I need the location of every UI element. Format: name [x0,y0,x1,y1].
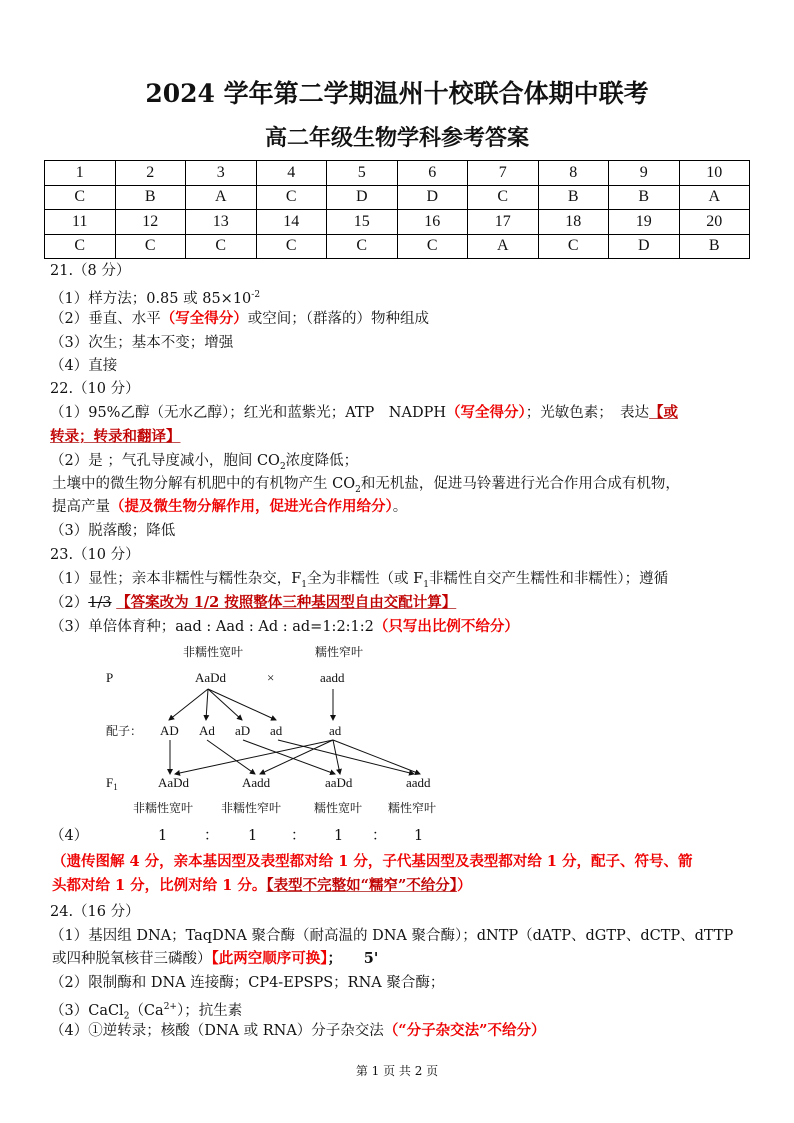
text: （1）95%乙醇（无水乙醇）；红光和蓝紫光；ATP NADPH [50,405,446,421]
gamete: AD [160,723,179,738]
question-number-cell: 1 [45,161,116,186]
text: ； 5' [327,950,379,967]
ratio-sep: ： [372,828,387,844]
answer-cell: C [186,234,257,259]
gamete: Ad [199,723,215,738]
answer-cell: C [45,234,116,259]
text: （3）单倍体育种；aad : Aad : Ad : ad=1:2:1:2 [50,619,374,635]
answer-cell: C [468,185,539,210]
f1-letter: F [106,775,114,790]
text: （2）是 ；气孔导度减小，胞间 CO [50,453,280,469]
parent-genotype-1: AaDd [195,670,227,685]
gamete: ad [329,723,342,738]
text: （2）垂直、水平 [50,311,161,327]
parent-genotype-2: aadd [320,670,345,685]
grading-note: ） [457,877,472,894]
answer-cell: C [45,185,116,210]
offspring-genotype: aadd [406,775,431,790]
q21-part3: （3）次生；基本不变；增强 [50,335,234,351]
offspring-phenotype: 非糯性宽叶 [133,801,194,815]
superscript: -2 [251,290,261,300]
q23-heading: 23.（10 分） [50,547,140,563]
text: 浓度降低； [285,453,359,469]
q24-part1-cont [52,949,378,969]
answer-cell: C [256,185,327,210]
q24-part2: （2）限制酶和 DNA 连接酶；CP4-EPSPS；RNA 聚合酶； [50,975,445,991]
cross-symbol: × [267,670,275,685]
offspring-phenotype: 非糯性窄叶 [221,801,282,815]
answer-cell: C [327,234,398,259]
q22-part3: （3）脱落酸；降低 [50,523,176,539]
offspring-genotype: Aadd [242,775,271,790]
text: 或四种脱氧核苷三磷酸） [52,951,212,967]
correction-note: 【或 [649,404,678,421]
text: 或空间；（群落的）物种组成 [247,311,429,327]
answer-cell: C [397,234,468,259]
answer-cell: C [256,234,327,259]
question-number-cell: 7 [468,161,539,186]
text: 全为非糯性（或 F [307,571,424,587]
text: 非糯性自交产生糯性和非糯性）；遵循 [428,571,669,587]
gamete: ad [270,723,283,738]
question-number-cell: 15 [327,210,398,235]
grading-note: （写全得分） [160,310,248,327]
q21-part4: （4）直接 [50,358,118,374]
answer-cell: A [468,234,539,259]
question-number-cell: 17 [468,210,539,235]
question-number-cell: 19 [609,210,680,235]
question-number-cell: 6 [397,161,468,186]
text: 提高产量 [52,499,110,515]
text: ）；抗生素 [176,1002,243,1019]
answer-cell: D [609,234,680,259]
answer-cell: D [397,185,468,210]
grading-note: 头都对给 1 分，比例对给 1 分。 [52,877,267,894]
text: （3）CaCl [50,1002,124,1019]
text: （4） [50,828,89,844]
grading-note: （写全得分） [446,404,526,421]
p-label: P [106,670,114,685]
question-number-cell: 8 [538,161,609,186]
text: 土壤中的微生物分解有机肥中的有机物产生 CO [52,476,356,492]
f1-label [106,775,118,792]
text: 。 [392,499,408,515]
ratio-value: 1 [414,828,424,844]
question-number-cell: 12 [115,210,186,235]
offspring-genotype: aaDd [325,775,353,790]
answer-cell: B [115,185,186,210]
question-number-cell: 2 [115,161,186,186]
correction-note: 【表型不完整如“糯窄”不给分】 [266,877,458,894]
gamete-label: 配子： [106,724,143,738]
question-number-cell: 9 [609,161,680,186]
text: 和无机盐，促进马铃薯进行光合作用合成有机物， [360,476,680,492]
offspring-genotype: AaDd [158,775,190,790]
q24-part4 [50,1021,546,1041]
q21-heading: 21.（8 分） [50,263,131,279]
ratio-value: 1 [334,828,344,844]
question-number-cell: 4 [256,161,327,186]
question-number-cell: 10 [679,161,750,186]
text: （4）①逆转录；核酸（DNA 或 RNA）分子杂交法 [50,1023,384,1039]
parent-phenotype-1: 非糯性宽叶 [183,645,244,659]
grading-note: （“分子杂交法”不给分） [383,1022,546,1039]
question-number-cell: 5 [327,161,398,186]
question-number-cell: 18 [538,210,609,235]
subscript: 1 [301,579,308,590]
text: （2） [50,595,89,611]
grading-note: （提及微生物分解作用，促进光合作用给分） [110,498,393,515]
question-number-cell: 14 [256,210,327,235]
answer-cell: A [186,185,257,210]
q24-heading: 24.（16 分） [50,904,140,920]
exam-title: 2024 学年第二学期温州十校联合体期中联考 [145,79,649,108]
subscript: 2 [355,484,361,495]
q24-part1: （1）基因组 DNA；TaqDNA 聚合酶（耐高温的 DNA 聚合酶）；dNTP（dATP、dGTP、dCTP、dTTP [50,928,734,944]
gamete: aD [235,723,251,738]
text: （1）显性；亲本非糯性与糯性杂交，F [50,571,302,587]
text: （1）样方法；0.85 或 85×10 [50,290,252,307]
ratio-value: 1 [248,828,258,844]
superscript: 2+ [163,1002,177,1012]
page-footer: 第 1 页 共 2 页 [355,1064,439,1078]
question-number-cell: 13 [186,210,257,235]
struck-answer: 1/3 [88,595,112,611]
answer-cell: B [679,234,750,259]
exam-subtitle: 高二年级生物学科参考答案 [264,125,529,151]
parent-phenotype-2: 糯性窄叶 [315,645,364,659]
answer-cell: A [679,185,750,210]
ratio-sep: ： [204,828,219,844]
subscript: 1 [423,579,429,590]
ratio-value: 1 [158,828,168,844]
correction-note: 转录；转录和翻译】 [50,428,181,445]
subscript: 2 [123,1011,130,1022]
answer-cell: B [538,185,609,210]
subscript: 2 [279,461,286,472]
ratio-sep: ： [291,828,306,844]
grading-note: （只写出比例不给分） [373,618,519,635]
answer-cell: C [538,234,609,259]
offspring-phenotype: 糯性宽叶 [314,801,363,815]
grading-note: 【此两空顺序可换】 [211,950,328,967]
text: ；光敏色素； 表达 [525,405,649,421]
question-number-cell: 11 [45,210,116,235]
answer-cell: B [609,185,680,210]
question-number-cell: 3 [186,161,257,186]
q23-part4 [50,826,88,846]
q23-grading-note-cont [52,876,472,896]
answer-cell: C [115,234,186,259]
question-number-cell: 20 [679,210,750,235]
correction-note: 【答案改为 1/2 按照整体三种基因型自由交配计算】 [116,594,457,611]
answer-cell: D [327,185,398,210]
q22-heading: 22.（10 分） [50,381,140,397]
question-number-cell: 16 [397,210,468,235]
text: （Ca [129,1002,164,1019]
offspring-phenotype: 糯性窄叶 [388,801,437,815]
subscript: 1 [113,782,118,792]
q23-grading-note: （遗传图解 4 分，亲本基因型及表型都对给 1 分，子代基因型及表型都对给 1 分，配子、符号、箭 [52,853,693,870]
